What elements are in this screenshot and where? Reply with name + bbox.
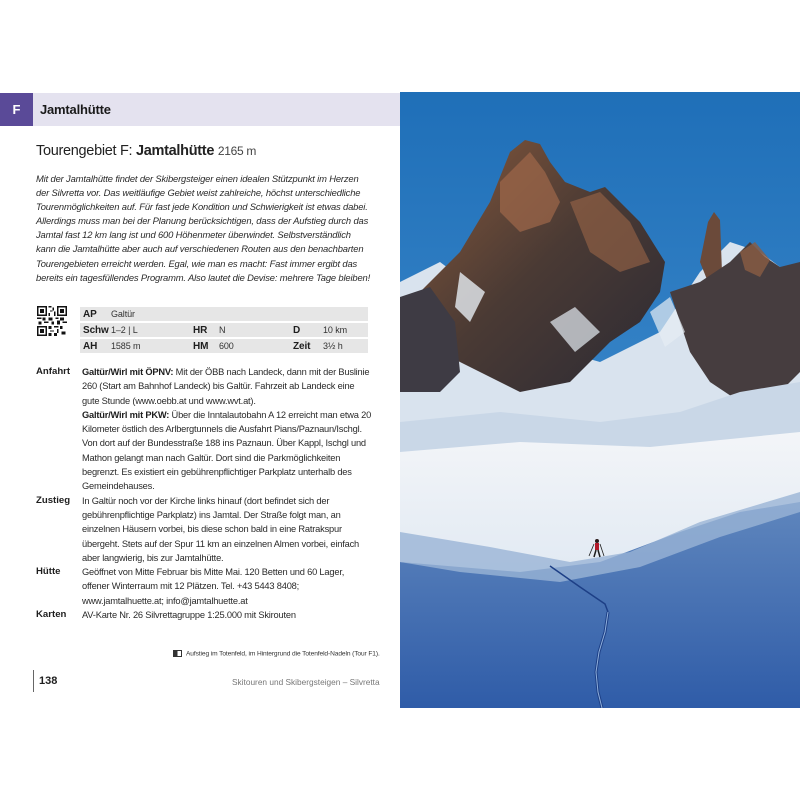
photo-caption-icon (173, 650, 182, 657)
tour-info-table (80, 307, 368, 353)
info-key: HM (193, 340, 209, 352)
info-key: Schw (83, 324, 109, 336)
detail-label: Karten (36, 609, 67, 621)
detail-label: Zustieg (36, 494, 71, 506)
info-row (80, 339, 368, 353)
area-title-prefix: Tourengebiet F: (36, 143, 136, 159)
info-row (80, 307, 368, 321)
info-value: 1585 m (111, 341, 141, 351)
info-value: N (219, 325, 226, 335)
info-value: 3½ h (323, 341, 343, 351)
info-value: 1–2 | L (111, 325, 138, 335)
detail-text (82, 408, 372, 494)
mountain-photo (400, 92, 800, 708)
info-value: 10 km (323, 325, 348, 335)
caption-text: Aufstieg im Totenfeld, im Hintergrund die Totenfeld-Nadeln (Tour F1). (186, 650, 380, 658)
area-title-hut: Jamtalhütte (136, 143, 215, 159)
detail-body: AV-Karte Nr. 26 Silvrettagruppe 1:25.000 mit Skirouten (82, 610, 296, 621)
qr-code-icon (37, 306, 67, 336)
detail-zustieg (36, 494, 372, 565)
info-value: 600 (219, 341, 234, 351)
detail-karten (36, 608, 372, 622)
photo-caption (173, 650, 380, 657)
intro-paragraph: Mit der Jamtalhütte findet der Skibergsteiger einen idealen Stützpunkt im Herzen der Silvretta vor. Das weitläufige Gebiet weist zahlreiche, höchst unterschiedliche Tourenmöglichkeiten auf. Für fast jede Kondition und Schwierigkeit ist etwas dabei. Allerdings muss man bei der Planung berücksichtigen, dass der Aufstieg durch das Jamtal fast 12 km lang ist und 600 Höhenmeter überwindet. Selbstverständlich kann die Jamtalhütte aber auch auf verschiedenen Routen aus den benachbarten Tourengebieten erreicht werden. Egal, wie man es macht: Fast immer ergibt das bereits ein tagesfüllendes Programm. Also lautet die Devise: mehrere Tage bleiben! (36, 173, 371, 283)
detail-subhead: Galtür/Wirl mit PKW: (82, 409, 170, 420)
info-key: HR (193, 324, 208, 336)
running-footer: Skitouren und Skibergsteigen – Silvretta (232, 677, 380, 687)
footer-rule (33, 670, 34, 692)
page-number: 138 (39, 675, 58, 687)
chapter-header (0, 93, 400, 126)
detail-anfahrt (36, 365, 372, 494)
detail-text (82, 365, 372, 408)
detail-label: Hütte (36, 566, 61, 578)
area-title-altitude: 2165 m (217, 144, 257, 158)
info-key: D (293, 324, 301, 336)
info-key: Zeit (293, 340, 311, 352)
tour-details (36, 365, 372, 622)
chapter-tab: F (0, 93, 33, 126)
info-key: AP (83, 308, 97, 320)
info-row (80, 323, 368, 337)
detail-huette (36, 565, 372, 608)
info-value: Galtür (111, 309, 135, 319)
detail-subhead: Galtür/Wirl mit ÖPNV: (82, 367, 174, 377)
area-title (36, 143, 256, 159)
detail-body: Mit der ÖBB nach Landeck, dann mit der Buslinie 260 (Start am Bahnhof Landeck) bis Galtür. Fahrzeit ab Landeck eine gute Stunde (www.oebb.at und www.wvt.at). (82, 367, 370, 406)
detail-body: Über die Inntalautobahn A 12 erreicht man etwa 20 Kilometer östlich des Arlbergtunnels die Ausfahrt Pians/Paznaun/Ischgl. Von dort auf der Bundesstraße 188 ins Paznaun. Über Kappl, Ischgl und Mathon gelangt man nach Galtür. Dort sind die Parkmöglichkeiten begrenzt. Es existiert ein gebührenpflichtiger Parkplatz unterhalb des Gemeindehauses. (82, 409, 372, 492)
info-key: AH (83, 340, 98, 352)
detail-body: In Galtür noch vor der Kirche links hinauf (dort befindet sich der gebührenpflichtige Parkplatz) ins Jamtal. Der Straße folgt man, an einzelnen Häusern vorbei, bis diese schon bald in eine Ratrakspur übergeht. Stets auf der Spur 11 km an einzelnen Almen vorbei, einfach aber langwierig, bis zur Jamtalhütte. (82, 495, 359, 563)
detail-label: Anfahrt (36, 366, 71, 377)
chapter-title: Jamtalhütte (40, 102, 111, 117)
detail-body: Geöffnet von Mitte Februar bis Mitte Mai. 120 Betten und 60 Lager, offener Winterraum mit 12 Plätzen. Tel. +43 5443 8408; www.jamtalhuette.at; info@jamtalhuette.at (82, 567, 345, 606)
